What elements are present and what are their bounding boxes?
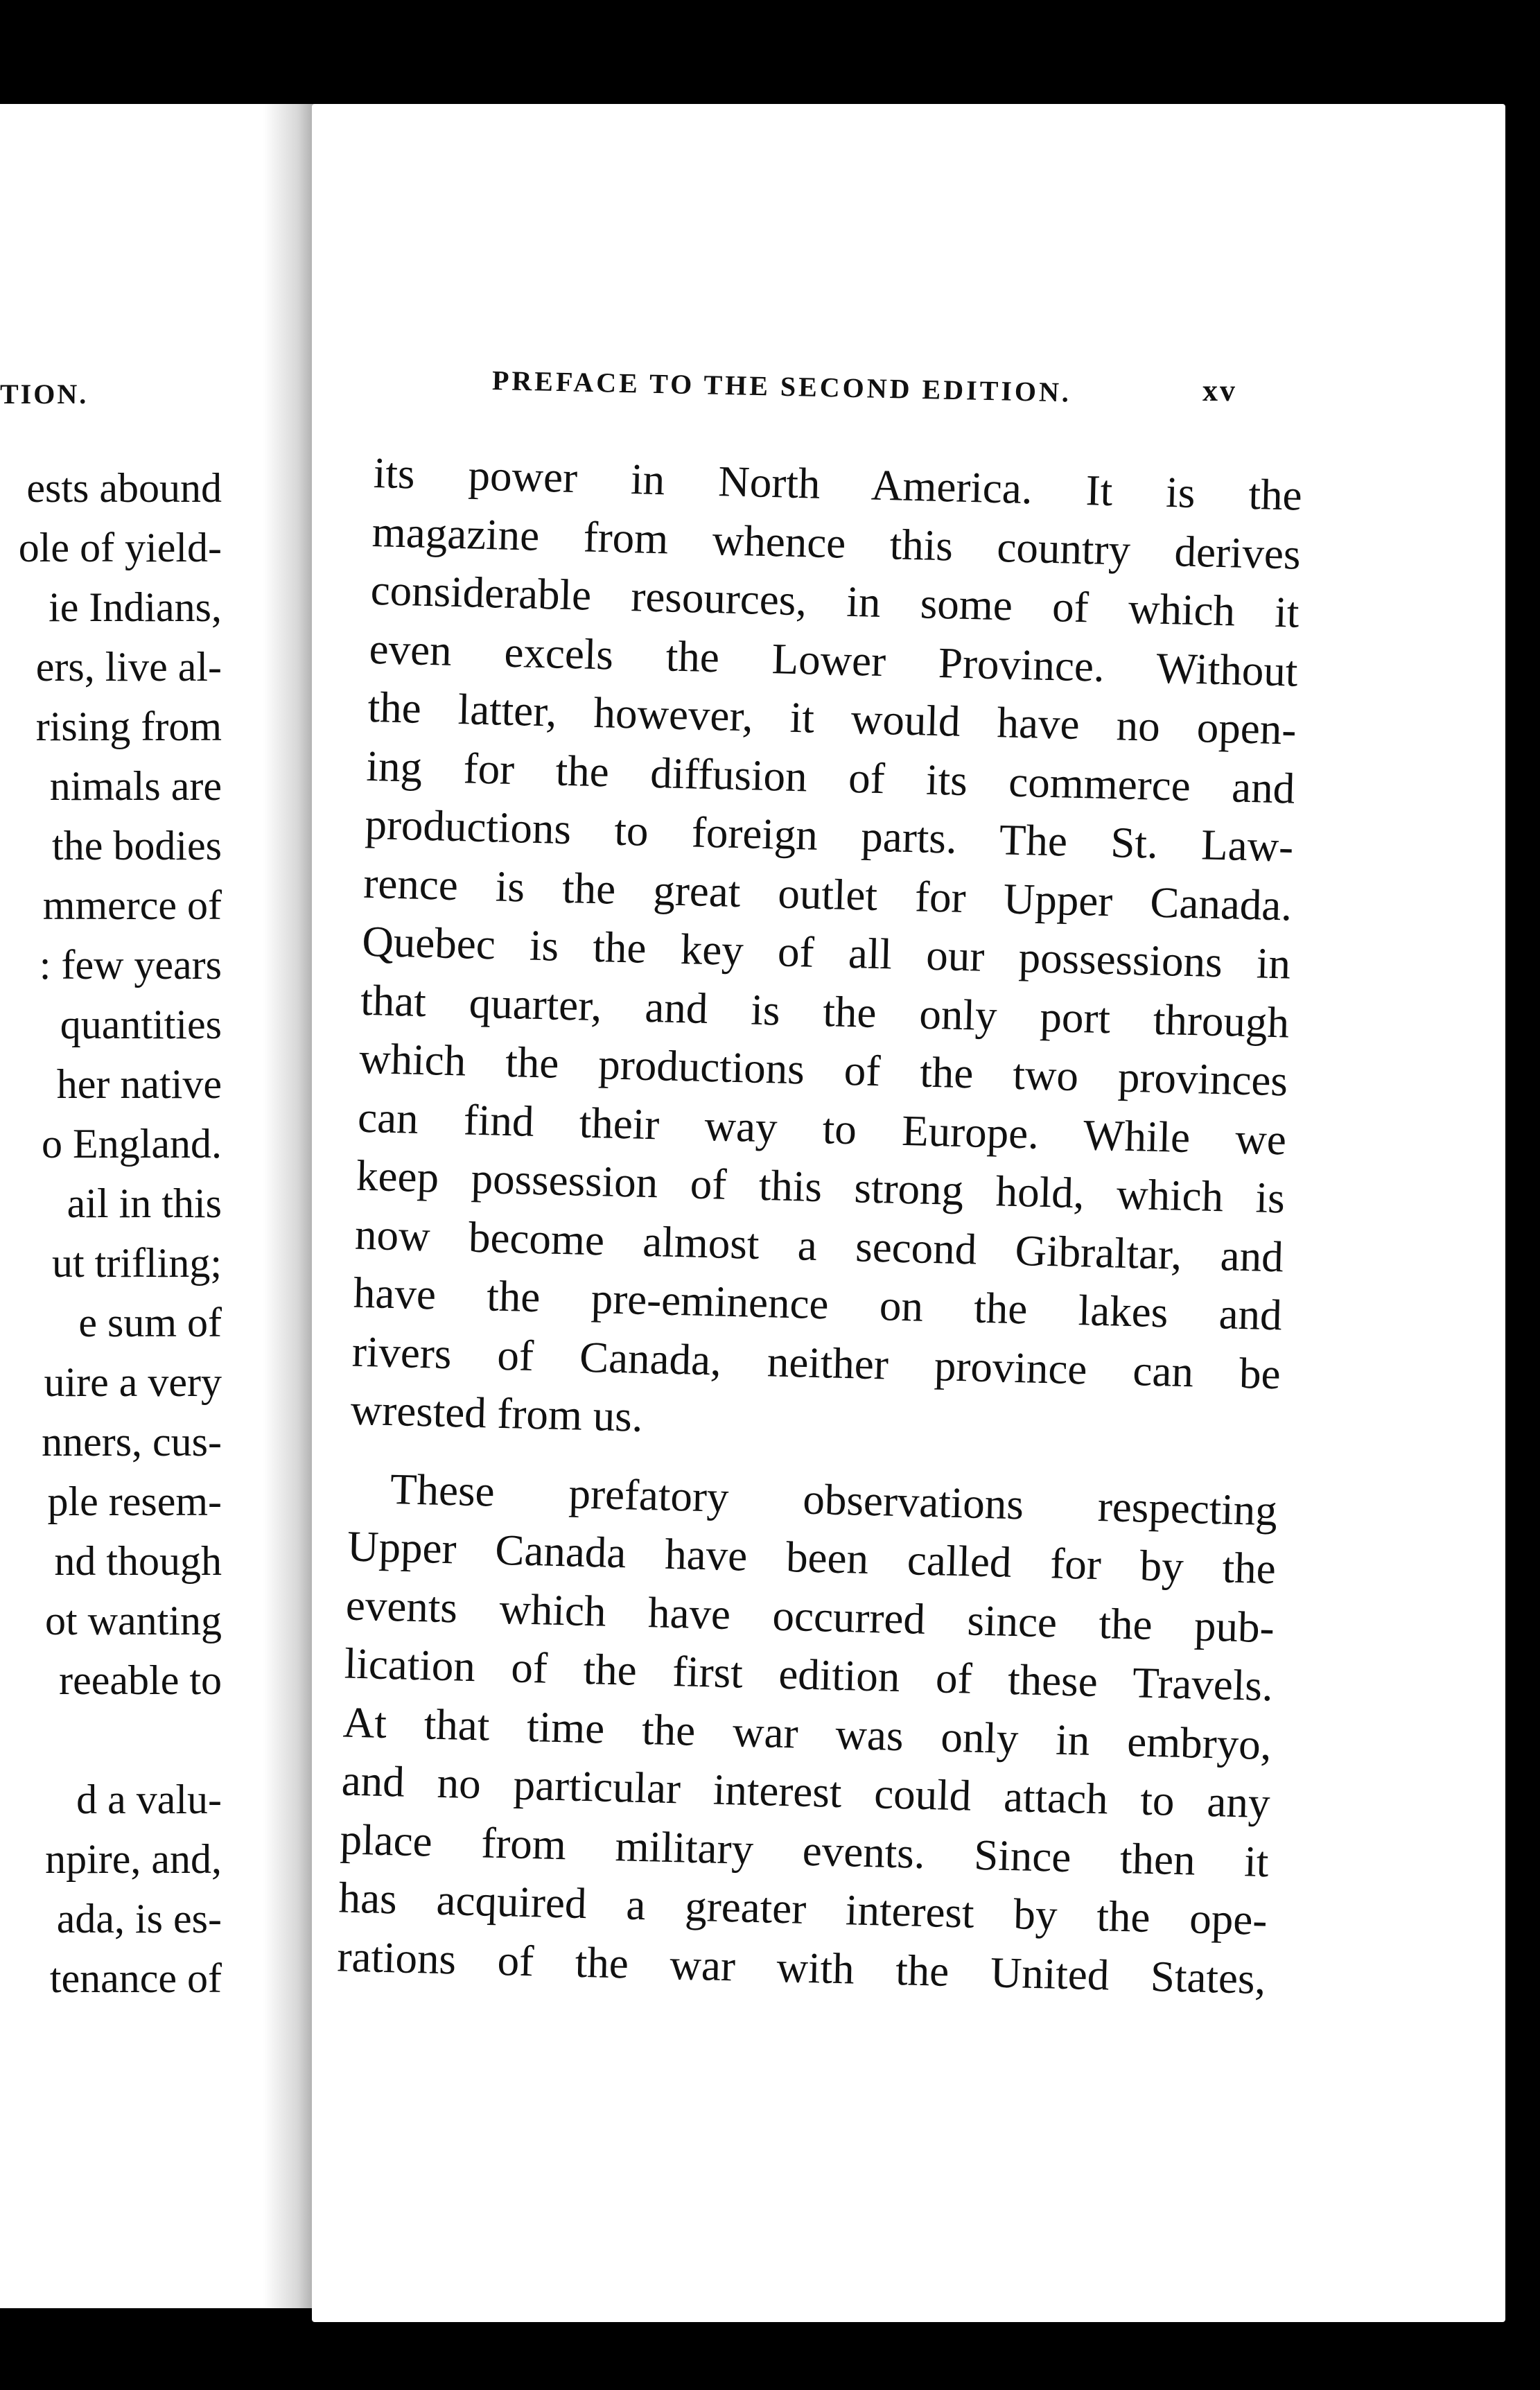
text-line: productions to foreign parts. The St. Law- — [364, 799, 1295, 871]
running-head: PREFACE TO THE SECOND EDITION. — [491, 365, 1072, 408]
left-line: uire a very — [44, 1359, 222, 1405]
text-line: which the productions of the two provinces — [358, 1033, 1288, 1106]
right-page — [312, 104, 1505, 2322]
left-line: e sum of — [78, 1300, 222, 1345]
left-line: nners, cus- — [42, 1419, 222, 1465]
left-line: ot wanting — [45, 1598, 222, 1643]
text-line: lication of the first edition of these Travels. — [344, 1639, 1274, 1711]
text-line: rence is the great outlet for Upper Canada. — [362, 858, 1293, 930]
text-line: have the pre-eminence on the lakes and — [353, 1268, 1283, 1340]
left-page — [0, 104, 298, 2308]
left-line: the bodies — [52, 823, 222, 869]
text-line: At that time the war was only in embryo, — [342, 1697, 1272, 1769]
text-line: that quarter, and is the only port through — [360, 975, 1290, 1047]
left-line: o England. — [42, 1121, 222, 1167]
text-line: the latter, however, it would have no open- — [367, 682, 1297, 754]
left-line: mmerce of — [42, 882, 222, 928]
left-line: nd though — [54, 1538, 222, 1584]
text-line: magazine from whence this country derives — [371, 507, 1302, 579]
left-line: tenance of — [49, 1955, 222, 2001]
text-line: These prefatory observations respecting — [390, 1464, 1278, 1535]
left-line: ple resem- — [47, 1479, 222, 1524]
text-line: wrested from us. — [350, 1385, 644, 1441]
text-line: Quebec is the key of all our possessions in — [361, 916, 1291, 988]
left-line: quantities — [60, 1002, 222, 1047]
text-line: place from military events. Since then it — [339, 1814, 1270, 1886]
text-line: can find their way to Europe. While we — [357, 1092, 1287, 1164]
text-line: events which have occurred since the pub- — [345, 1580, 1275, 1652]
text-line: rivers of Canada, neither province can be — [351, 1327, 1281, 1398]
text-line: its power in North America. It is the — [373, 448, 1303, 520]
left-line: d a valu- — [76, 1777, 222, 1822]
left-line: ail in this — [67, 1180, 222, 1226]
text-line: has acquired a greater interest by the ope- — [338, 1873, 1268, 1945]
left-line: rising from — [35, 704, 222, 749]
text-line: rations of the war with the United States, — [336, 1931, 1267, 2003]
left-running-head: TION. — [0, 378, 89, 410]
text-line: and no particular interest could attach to any — [341, 1756, 1271, 1828]
left-line: : few years — [39, 942, 222, 988]
left-line: ada, is es- — [56, 1896, 222, 1942]
left-line: reeable to — [59, 1657, 222, 1703]
text-line: even excels the Lower Province. Without — [368, 624, 1299, 696]
left-line: ie Indians, — [49, 584, 222, 630]
page-number: xv — [1202, 374, 1237, 408]
left-line: ers, live al- — [35, 644, 222, 690]
left-line: npire, and, — [45, 1836, 222, 1882]
text-line: Upper Canada have been called for by the — [347, 1521, 1277, 1594]
left-line: her native — [56, 1061, 222, 1107]
left-line: ut trifling; — [52, 1240, 222, 1286]
text-line: considerable resources, in some of which it — [369, 565, 1300, 637]
left-line: ests abound — [26, 465, 222, 511]
text-line: ing for the diffusion of its commerce and — [365, 741, 1296, 813]
text-line: keep possession of this strong hold, which is — [356, 1151, 1286, 1223]
left-line: nimals are — [49, 763, 222, 809]
body-text — [337, 444, 1303, 2008]
left-line: ole of yield- — [18, 525, 222, 570]
text-line: now become almost a second Gibraltar, and — [354, 1210, 1284, 1281]
